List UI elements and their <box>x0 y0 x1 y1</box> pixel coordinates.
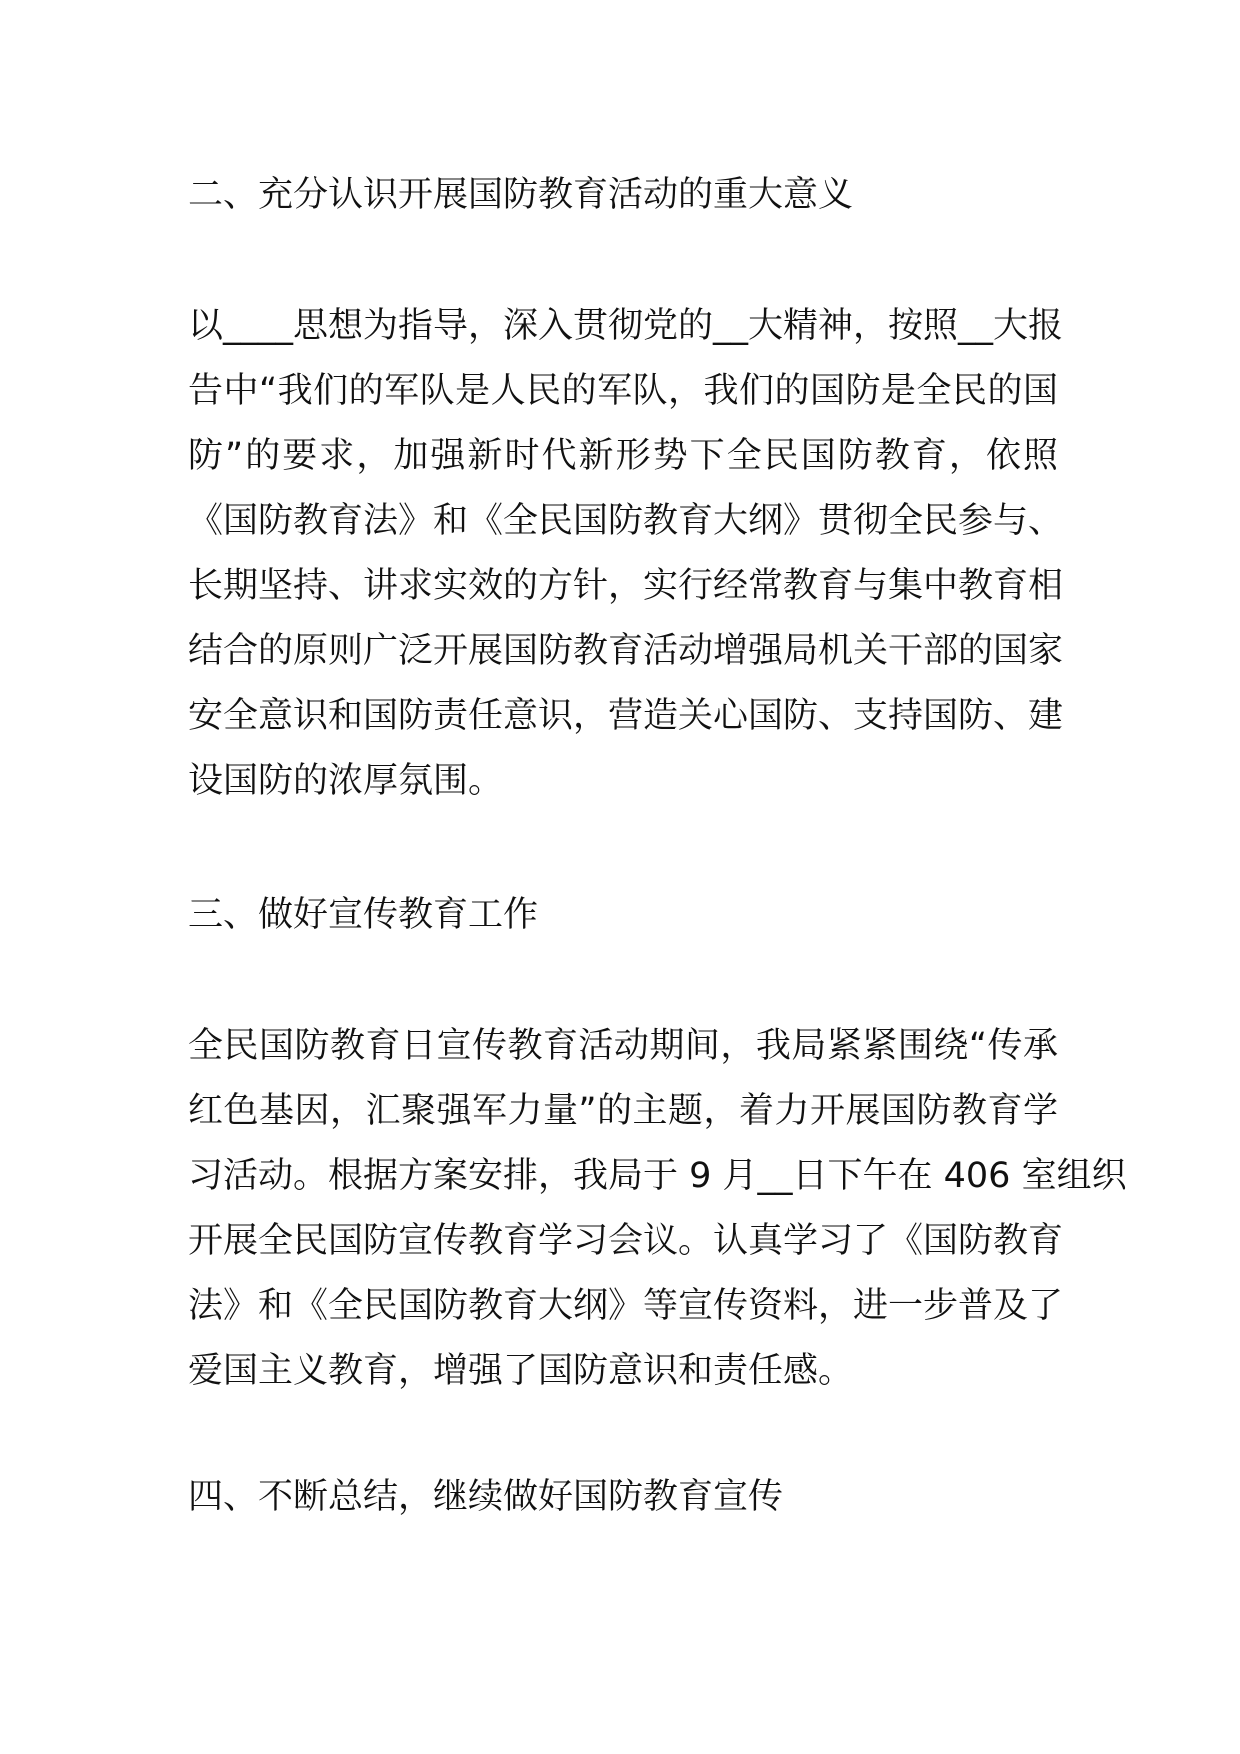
paragraph-line: 全民国防教育日宣传教育活动期间，我局紧紧围绕“传承 <box>188 1026 1058 1066</box>
paragraph-line: 告中“我们的军队是人民的军队，我们的国防是全民的国 <box>188 371 1058 411</box>
section-heading-3: 三、做好宣传教育工作 <box>188 895 539 935</box>
section-paragraph-2 <box>188 294 1064 814</box>
section-paragraph-3 <box>188 1014 1127 1404</box>
paragraph-line: 安全意识和国防责任意识，营造关心国防、支持国防、建 <box>188 696 1064 736</box>
paragraph-line: 法》和《全民国防教育大纲》等宣传资料，进一步普及了 <box>188 1286 1064 1326</box>
paragraph-line: 红色基因，汇聚强军力量”的主题，着力开展国防教育学 <box>188 1091 1058 1131</box>
paragraph-line: 长期坚持、讲求实效的方针，实行经常教育与集中教育相 <box>188 566 1064 606</box>
paragraph-line: 爱国主义教育，增强了国防意识和责任感。 <box>188 1351 854 1391</box>
paragraph-line: 开展全民国防宣传教育学习会议。认真学习了《国防教育 <box>188 1221 1064 1261</box>
section-heading-2: 二、充分认识开展国防教育活动的重大意义 <box>188 175 854 215</box>
section-heading-4: 四、不断总结，继续做好国防教育宣传 <box>188 1477 784 1517</box>
paragraph-line: 防”的要求，加强新时代新形势下全民国防教育，依照 <box>188 436 1058 476</box>
paragraph-line: 《国防教育法》和《全民国防教育大纲》贯彻全民参与、 <box>188 501 1064 541</box>
paragraph-line: 习活动。根据方案安排，我局于 9 月__日下午在 406 室组织 <box>188 1156 1127 1196</box>
paragraph-line: 设国防的浓厚氛围。 <box>188 761 504 801</box>
paragraph-line: 结合的原则广泛开展国防教育活动增强局机关干部的国家 <box>188 631 1064 671</box>
paragraph-line: 以____思想为指导，深入贯彻党的__大精神，按照__大报 <box>188 306 1064 346</box>
